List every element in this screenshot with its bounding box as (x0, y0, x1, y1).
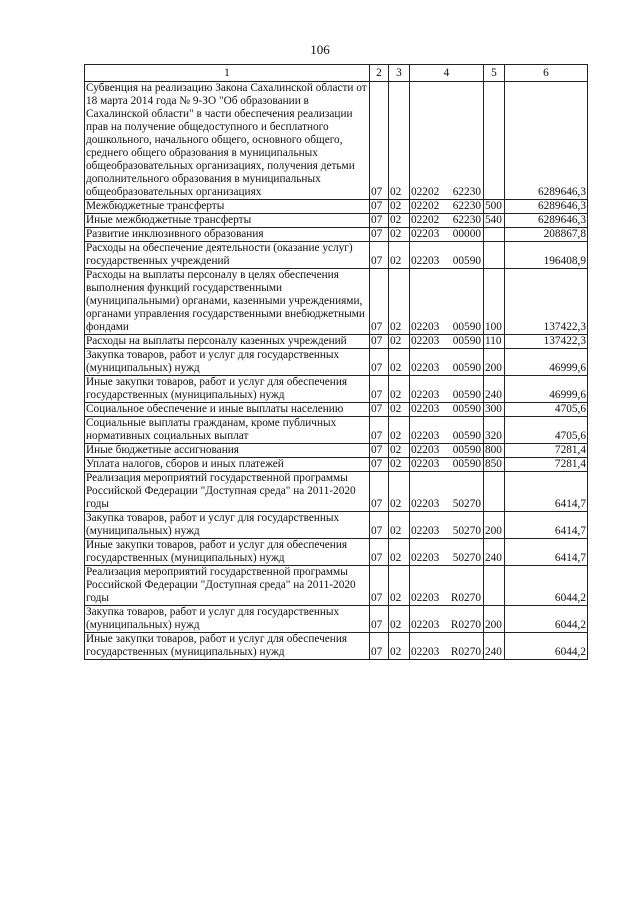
row-subsection: 02 (389, 214, 410, 228)
row-target-program: 02203 (411, 389, 440, 401)
row-name: Закупка товаров, работ и услуг для государственных (муниципальных) нужд (85, 512, 370, 539)
row-amount: 6414,7 (505, 512, 588, 539)
row-target-direction: 00590 (452, 255, 481, 267)
table-row (85, 539, 588, 566)
row-target-program: 02203 (411, 255, 440, 267)
row-target-direction: 00590 (452, 389, 481, 401)
row-target-program: 02203 (411, 444, 440, 456)
row-expense-type (484, 472, 505, 512)
row-name: Субвенция на реализацию Закона Сахалинской области от 18 марта 2014 года № 9-ЗО "Об образовании в Сахалинской области" в части обеспечения реализации прав на получение общедоступного и бесплатного дошкольного, начального общего, основного общего, среднего общего образования в муниципальных общеобразовательных организациях, получения детьми дополнительного образования в муниципальных общеобразовательных организациях (85, 82, 370, 200)
row-target-direction: 00590 (452, 335, 481, 347)
row-target-program: 02203 (411, 335, 440, 347)
row-target-article (410, 472, 484, 512)
row-section: 07 (370, 242, 389, 269)
row-target-program: 02203 (411, 403, 440, 415)
row-name: Реализация мероприятий государственной программы Российской Федерации "Доступная среда" на 2011-2020 годы (85, 566, 370, 606)
row-target-direction: 50270 (452, 552, 481, 564)
row-section: 07 (370, 472, 389, 512)
row-expense-type: 300 (484, 403, 505, 417)
row-subsection: 02 (389, 458, 410, 472)
row-amount: 6044,2 (505, 566, 588, 606)
row-subsection: 02 (389, 242, 410, 269)
table-row (85, 566, 588, 606)
row-subsection: 02 (389, 539, 410, 566)
row-expense-type: 100 (484, 269, 505, 335)
row-section: 07 (370, 335, 389, 349)
row-subsection: 02 (389, 417, 410, 444)
row-name: Закупка товаров, работ и услуг для государственных (муниципальных) нужд (85, 349, 370, 376)
row-target-direction: 00590 (452, 362, 481, 374)
row-target-program: 02203 (411, 525, 440, 537)
row-name: Развитие инклюзивного образования (85, 228, 370, 242)
row-target-program: 02202 (411, 186, 440, 198)
row-amount: 6044,2 (505, 633, 588, 660)
row-section: 07 (370, 349, 389, 376)
row-name: Иные межбюджетные трансферты (85, 214, 370, 228)
row-name: Расходы на выплаты персоналу в целях обеспечения выполнения функций государственными (муниципальными) органами, казенными учреждениями, органами управления государственными внебюджетными фондами (85, 269, 370, 335)
row-target-article (410, 82, 484, 200)
row-name: Социальное обеспечение и иные выплаты населению (85, 403, 370, 417)
row-name: Иные закупки товаров, работ и услуг для обеспечения государственных (муниципальных) нужд (85, 539, 370, 566)
row-subsection: 02 (389, 606, 410, 633)
row-section: 07 (370, 417, 389, 444)
row-target-direction: 50270 (452, 498, 481, 510)
row-section: 07 (370, 82, 389, 200)
header-col-name: 1 (85, 65, 370, 82)
row-amount: 208867,8 (505, 228, 588, 242)
table-row (85, 214, 588, 228)
header-col-target-article: 4 (410, 65, 484, 82)
row-subsection: 02 (389, 200, 410, 214)
row-subsection: 02 (389, 228, 410, 242)
row-section: 07 (370, 269, 389, 335)
row-target-program: 02202 (411, 214, 440, 226)
row-amount: 6044,2 (505, 606, 588, 633)
table-row (85, 269, 588, 335)
table-row (85, 200, 588, 214)
table-row (85, 82, 588, 200)
row-target-program: 02202 (411, 200, 440, 212)
row-section: 07 (370, 539, 389, 566)
row-target-article (410, 228, 484, 242)
row-expense-type: 500 (484, 200, 505, 214)
row-subsection: 02 (389, 335, 410, 349)
row-target-program: 02203 (411, 228, 440, 240)
row-section: 07 (370, 633, 389, 660)
row-target-direction: 00000 (452, 228, 481, 240)
table-body (85, 82, 588, 660)
row-section: 07 (370, 228, 389, 242)
row-amount: 137422,3 (505, 269, 588, 335)
table-row (85, 606, 588, 633)
row-amount: 46999,6 (505, 349, 588, 376)
row-target-direction: 62230 (452, 214, 481, 226)
row-name: Закупка товаров, работ и услуг для государственных (муниципальных) нужд (85, 606, 370, 633)
row-amount: 196408,9 (505, 242, 588, 269)
row-amount: 4705,6 (505, 403, 588, 417)
row-target-article (410, 349, 484, 376)
row-target-direction: 00590 (452, 403, 481, 415)
row-target-article (410, 633, 484, 660)
row-target-article (410, 458, 484, 472)
row-name: Расходы на выплаты персоналу казенных учреждений (85, 335, 370, 349)
budget-table (84, 64, 588, 660)
table-row (85, 335, 588, 349)
row-expense-type: 240 (484, 633, 505, 660)
row-subsection: 02 (389, 566, 410, 606)
row-amount: 6289646,3 (505, 214, 588, 228)
row-expense-type: 800 (484, 444, 505, 458)
row-target-program: 02203 (411, 552, 440, 564)
row-section: 07 (370, 200, 389, 214)
table-row (85, 444, 588, 458)
row-target-program: 02203 (411, 321, 440, 333)
row-section: 07 (370, 606, 389, 633)
row-target-program: 02203 (411, 646, 440, 658)
table-row (85, 228, 588, 242)
row-target-direction: R0270 (450, 646, 481, 658)
row-subsection: 02 (389, 444, 410, 458)
row-target-article (410, 242, 484, 269)
row-target-article (410, 403, 484, 417)
row-subsection: 02 (389, 403, 410, 417)
row-name: Социальные выплаты гражданам, кроме публичных нормативных социальных выплат (85, 417, 370, 444)
table-header (85, 65, 588, 82)
row-section: 07 (370, 444, 389, 458)
row-target-program: 02203 (411, 592, 440, 604)
row-target-program: 02203 (411, 430, 440, 442)
header-col-subsection: 3 (389, 65, 410, 82)
row-amount: 6289646,3 (505, 200, 588, 214)
header-row (85, 65, 588, 82)
row-expense-type: 200 (484, 512, 505, 539)
row-expense-type: 110 (484, 335, 505, 349)
table-row (85, 512, 588, 539)
row-section: 07 (370, 458, 389, 472)
row-target-article (410, 335, 484, 349)
row-target-direction: 62230 (452, 186, 481, 198)
row-section: 07 (370, 376, 389, 403)
row-expense-type: 850 (484, 458, 505, 472)
row-target-program: 02203 (411, 362, 440, 374)
row-name: Реализация мероприятий государственной программы Российской Федерации "Доступная среда" на 2011-2020 годы (85, 472, 370, 512)
row-name: Иные закупки товаров, работ и услуг для обеспечения государственных (муниципальных) нужд (85, 376, 370, 403)
row-subsection: 02 (389, 633, 410, 660)
row-section: 07 (370, 512, 389, 539)
row-target-direction: R0270 (450, 592, 481, 604)
row-section: 07 (370, 214, 389, 228)
row-amount: 7281,4 (505, 444, 588, 458)
row-target-article (410, 539, 484, 566)
row-target-direction: R0270 (450, 619, 481, 631)
row-target-program: 02203 (411, 498, 440, 510)
row-target-direction: 00590 (452, 321, 481, 333)
row-amount: 4705,6 (505, 417, 588, 444)
row-amount: 7281,4 (505, 458, 588, 472)
row-amount: 6414,7 (505, 539, 588, 566)
row-subsection: 02 (389, 472, 410, 512)
header-col-expense-type: 5 (484, 65, 505, 82)
table-row (85, 242, 588, 269)
row-expense-type (484, 228, 505, 242)
table-row (85, 349, 588, 376)
row-expense-type: 240 (484, 539, 505, 566)
table-row (85, 458, 588, 472)
table-row (85, 417, 588, 444)
row-target-program: 02203 (411, 458, 440, 470)
row-amount: 137422,3 (505, 335, 588, 349)
row-target-direction: 50270 (452, 525, 481, 537)
row-target-article (410, 269, 484, 335)
row-expense-type (484, 82, 505, 200)
row-subsection: 02 (389, 349, 410, 376)
table-row (85, 633, 588, 660)
row-subsection: 02 (389, 269, 410, 335)
row-name: Уплата налогов, сборов и иных платежей (85, 458, 370, 472)
row-name: Иные закупки товаров, работ и услуг для обеспечения государственных (муниципальных) нужд (85, 633, 370, 660)
row-amount: 6289646,3 (505, 82, 588, 200)
row-expense-type (484, 242, 505, 269)
row-target-direction: 00590 (452, 444, 481, 456)
row-section: 07 (370, 403, 389, 417)
row-section: 07 (370, 566, 389, 606)
table-row (85, 403, 588, 417)
row-target-article (410, 417, 484, 444)
row-expense-type: 240 (484, 376, 505, 403)
row-name: Расходы на обеспечение деятельности (оказание услуг) государственных учреждений (85, 242, 370, 269)
row-amount: 46999,6 (505, 376, 588, 403)
table-row (85, 376, 588, 403)
row-target-direction: 00590 (452, 458, 481, 470)
row-name: Иные бюджетные ассигнования (85, 444, 370, 458)
row-expense-type: 540 (484, 214, 505, 228)
row-target-article (410, 200, 484, 214)
row-target-article (410, 566, 484, 606)
row-target-article (410, 444, 484, 458)
row-target-article (410, 512, 484, 539)
row-expense-type (484, 566, 505, 606)
table-row (85, 472, 588, 512)
header-col-amount: 6 (505, 65, 588, 82)
row-target-direction: 62230 (452, 200, 481, 212)
row-target-program: 02203 (411, 619, 440, 631)
page-number: 106 (310, 42, 330, 57)
row-expense-type: 200 (484, 606, 505, 633)
row-subsection: 02 (389, 82, 410, 200)
row-expense-type: 200 (484, 349, 505, 376)
row-target-article (410, 376, 484, 403)
row-target-article (410, 214, 484, 228)
row-target-article (410, 606, 484, 633)
row-expense-type: 320 (484, 417, 505, 444)
header-col-section: 2 (370, 65, 389, 82)
row-amount: 6414,7 (505, 472, 588, 512)
row-name: Межбюджетные трансферты (85, 200, 370, 214)
row-subsection: 02 (389, 376, 410, 403)
row-target-direction: 00590 (452, 430, 481, 442)
row-subsection: 02 (389, 512, 410, 539)
